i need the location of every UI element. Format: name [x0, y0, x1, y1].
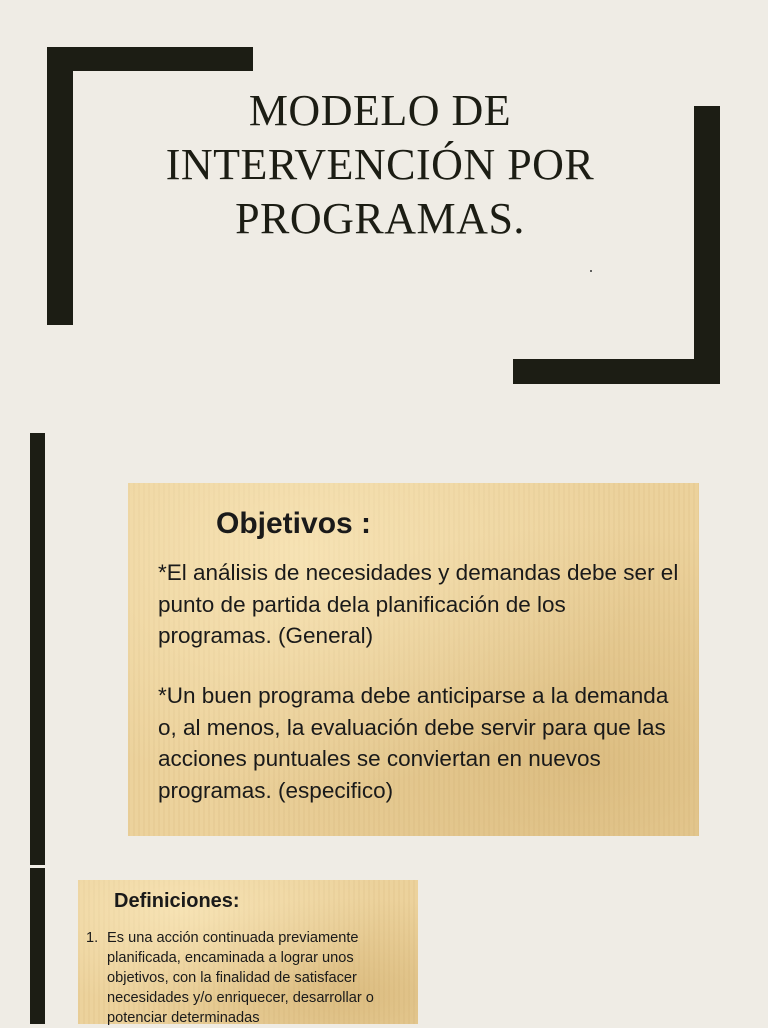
- definiciones-card: [78, 880, 418, 1024]
- objetivos-card: [128, 483, 699, 836]
- definition-item-number: 1.: [86, 930, 99, 946]
- objetivos-specific-text: *Un buen programa debe anticiparse a la demanda o, al menos, la evaluación debe servir para que las acciones puntuales se conviertan en nuevos programas. (especifico): [158, 683, 669, 803]
- slide3-accent-bar: [30, 868, 45, 1024]
- slide-title-line-1: MODELO DE: [248, 86, 512, 135]
- definiciones-heading: Definiciones:: [114, 890, 240, 912]
- slide-title: [130, 84, 630, 246]
- bracket-bottom-right-vertical: [694, 106, 720, 384]
- bracket-bottom-right-horizontal: [513, 359, 720, 384]
- bracket-top-left-vertical: [47, 47, 73, 325]
- stray-dot: [590, 270, 592, 272]
- slide-title-line-3: PROGRAMAS.: [235, 194, 525, 243]
- definition-item-text: Es una acción continuada previamente planificada, encaminada a lograr unos objetivos, con la finalidad de satisfacer necesidades y/o enriquecer, desarrollar o potenciar determinadas: [107, 930, 374, 1026]
- slide2-accent-bar: [30, 433, 45, 865]
- slide-title-line-2: INTERVENCIÓN POR: [165, 140, 595, 189]
- bracket-top-left-horizontal: [47, 47, 253, 71]
- objetivos-heading: Objetivos :: [216, 507, 372, 540]
- objetivos-general-text: *El análisis de necesidades y demandas debe ser el punto de partida dela planificación de los programas. (General): [158, 560, 679, 648]
